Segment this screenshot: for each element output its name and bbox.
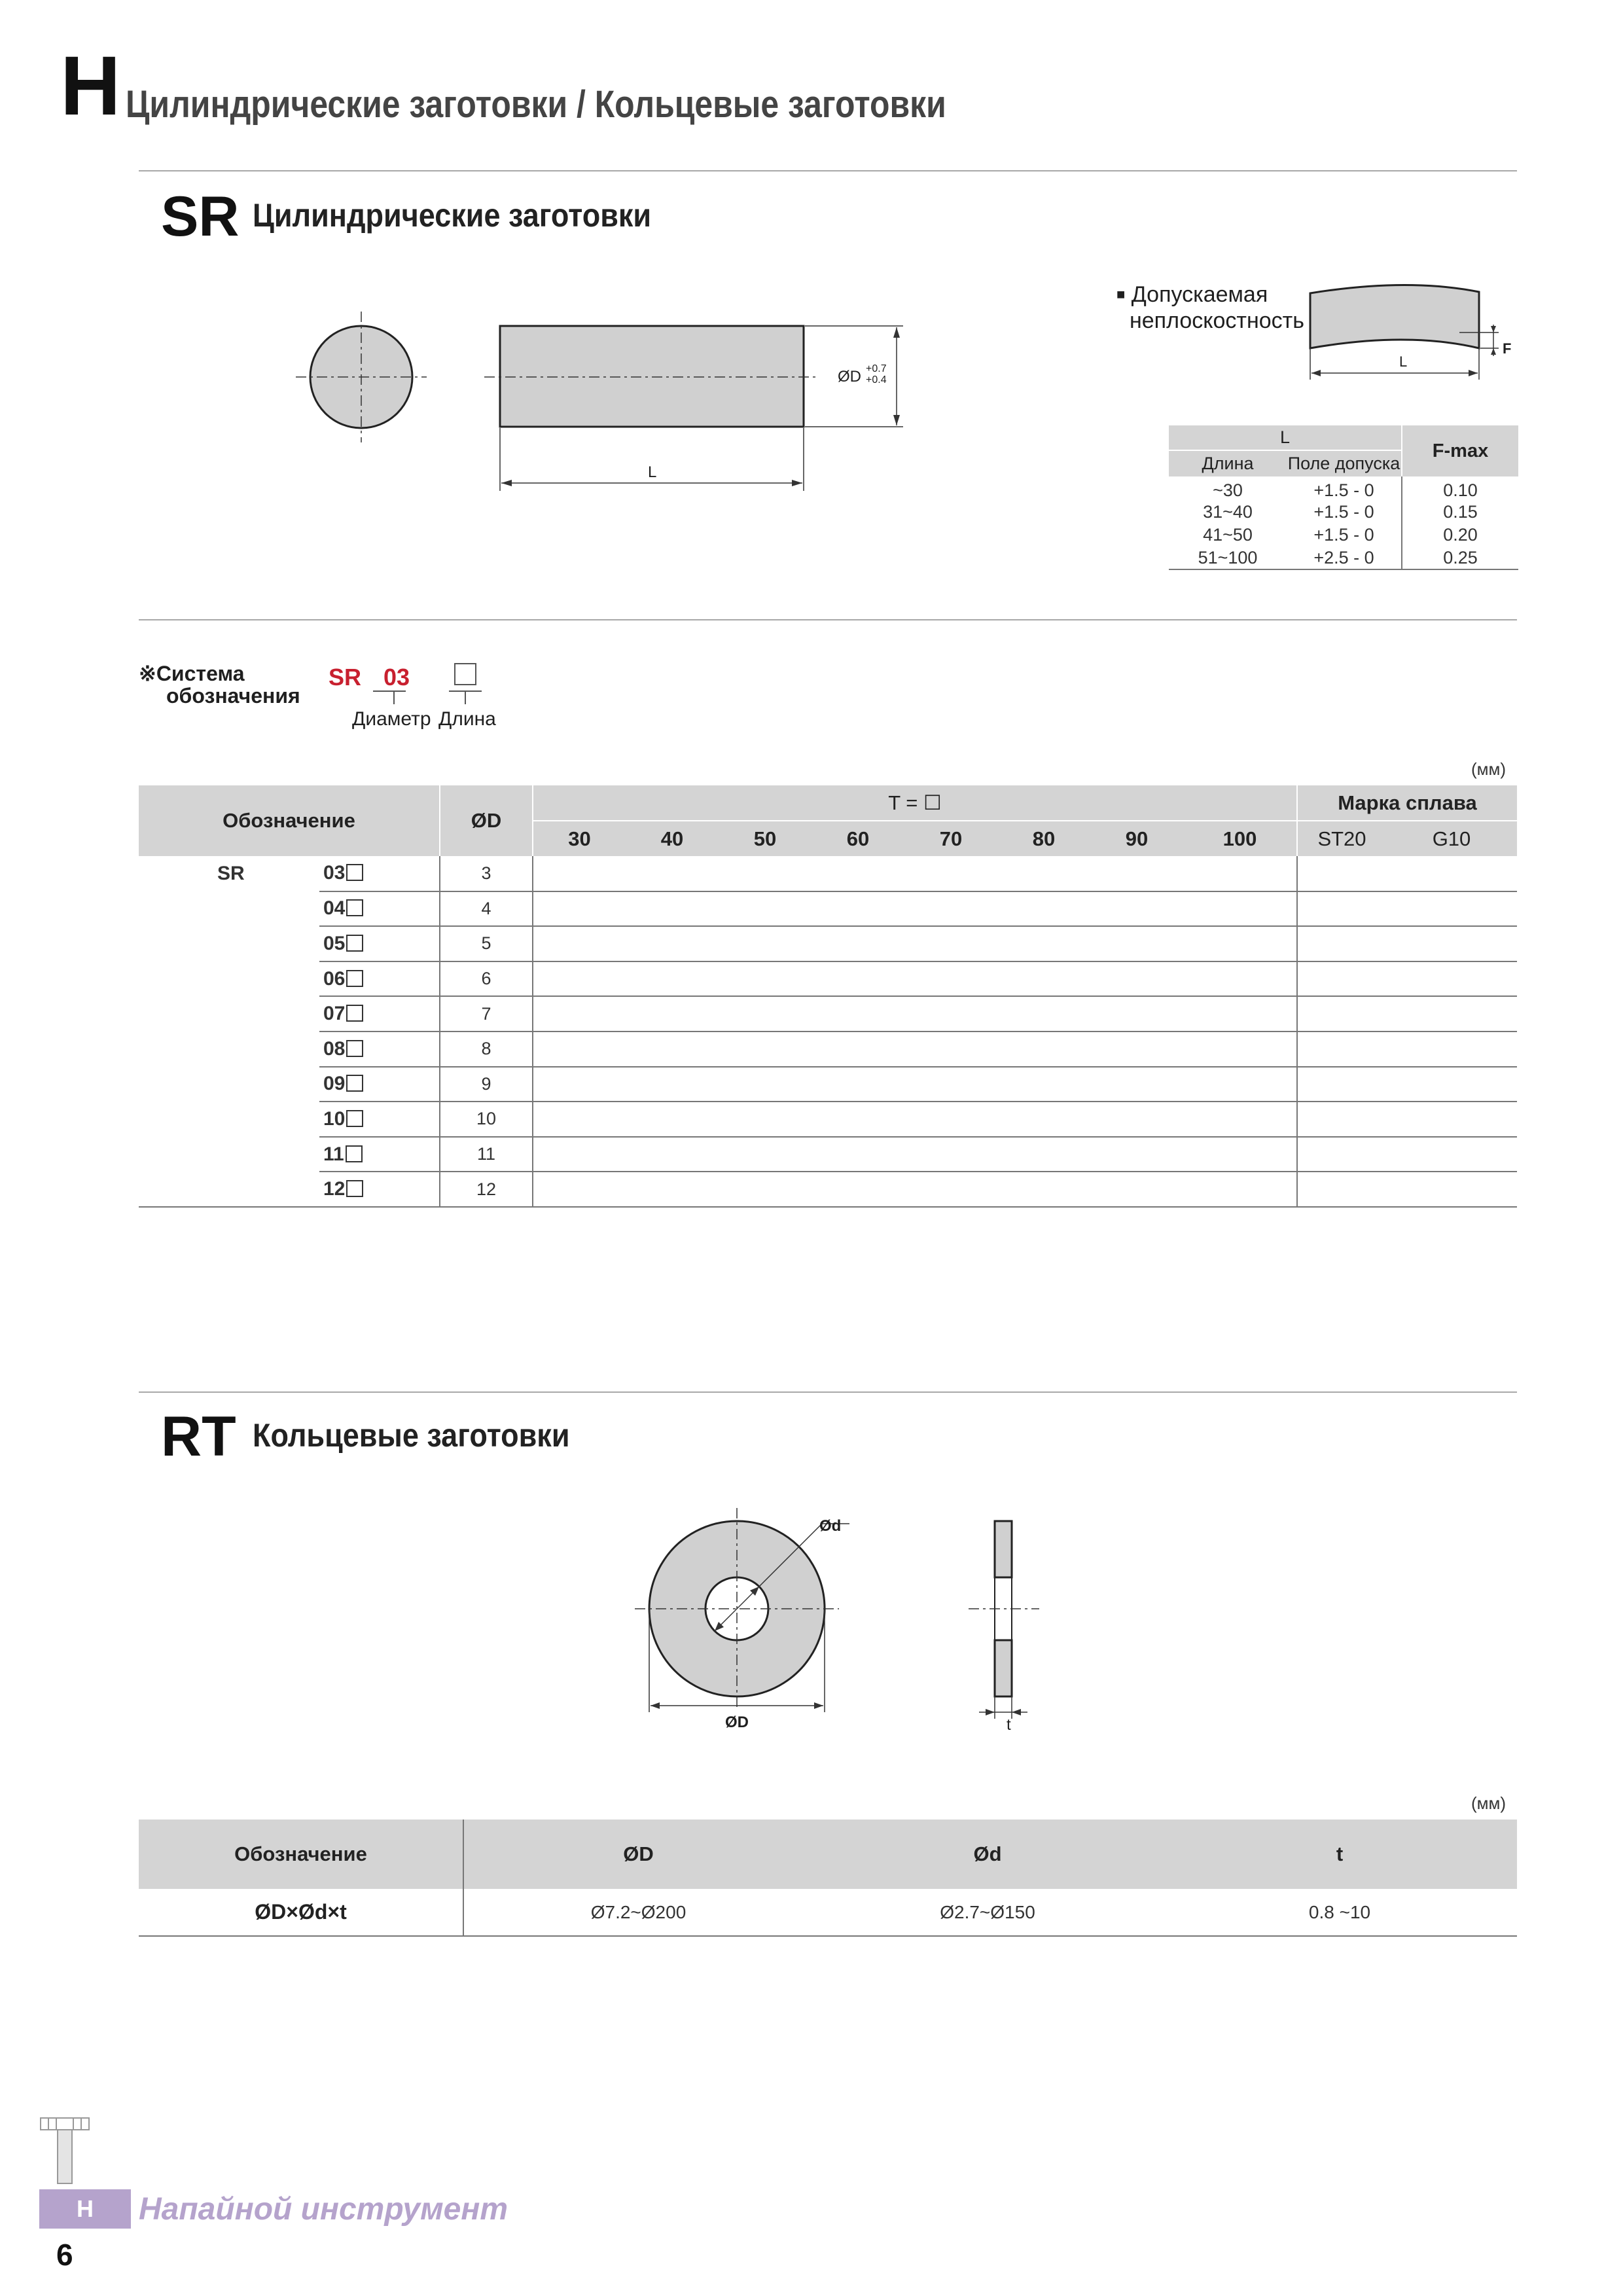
designation-code-value: 03 (323, 862, 346, 884)
length-availability-cell (997, 1067, 1090, 1102)
designation-length-label: Длина (438, 708, 496, 730)
grade-availability-cell (1386, 856, 1517, 891)
ftable-header-L: L (1169, 425, 1402, 450)
reference-mark: ※ (139, 662, 156, 685)
length-availability-cell (719, 1031, 812, 1067)
designation-code-sr: SR (329, 664, 362, 691)
table-row (139, 996, 1517, 1031)
length-availability-cell (626, 1172, 719, 1207)
designation-code (319, 1172, 440, 1207)
designation-code (319, 1067, 440, 1102)
designation-code (319, 926, 440, 961)
bullet-icon: ■ (1116, 286, 1126, 302)
series-cell: SR (217, 862, 245, 884)
length-availability-cell (533, 1172, 626, 1207)
length-availability-cell (904, 1102, 997, 1137)
length-availability-cell (997, 1102, 1090, 1137)
length-availability-cell (626, 1102, 719, 1137)
sr-section-code: SR (161, 185, 240, 248)
ftable-fmax: 0.25 (1402, 547, 1518, 569)
grade-availability-cell (1297, 1172, 1386, 1207)
rt-header-t: t (1162, 1820, 1517, 1889)
length-availability-cell (626, 1137, 719, 1172)
grade-availability-cell (1386, 961, 1517, 997)
rt-D-range: Ø7.2~Ø200 (463, 1889, 813, 1936)
length-availability-cell (1090, 926, 1183, 961)
header-t-80: 80 (997, 821, 1090, 856)
length-availability-cell (719, 996, 812, 1031)
length-availability-cell (812, 1137, 904, 1172)
unit-label: (мм) (1471, 1793, 1507, 1813)
diameter-cell: 4 (440, 891, 533, 927)
rt-header-designation: Обозначение (139, 1820, 463, 1889)
ftable-length: 31~40 (1203, 502, 1253, 522)
ftable-row (1169, 501, 1518, 524)
length-placeholder-icon (346, 899, 363, 916)
length-availability-cell (1183, 961, 1297, 997)
flatness-label (1116, 281, 1304, 334)
diameter-cell: 11 (440, 1137, 533, 1172)
grade-availability-cell (1386, 996, 1517, 1031)
diameter-tolerance (866, 363, 887, 386)
designation-leaders (353, 662, 497, 715)
length-availability-cell (997, 891, 1090, 927)
table-row (139, 1172, 1517, 1207)
grade-availability-cell (1297, 891, 1386, 927)
rt-designation: ØD×Ød×t (139, 1889, 463, 1936)
rt-d-range: Ø2.7~Ø150 (813, 1889, 1162, 1936)
length-availability-cell (1183, 1137, 1297, 1172)
rt-section-code: RT (161, 1405, 236, 1468)
grade-availability-cell (1297, 926, 1386, 961)
designation-code-value: 11 (323, 1143, 344, 1165)
ftable-row (1169, 547, 1518, 569)
ftable-row (1169, 476, 1518, 501)
header-t-50: 50 (719, 821, 812, 856)
length-availability-cell (904, 961, 997, 997)
series-cell (139, 996, 319, 1031)
grade-availability-cell (1386, 891, 1517, 927)
designation-code (319, 1102, 440, 1137)
length-availability-cell (997, 961, 1090, 997)
length-availability-cell (904, 1137, 997, 1172)
rt-section-title: Кольцевые заготовки (253, 1417, 570, 1454)
length-availability-cell (1183, 926, 1297, 961)
series-cell (139, 1102, 319, 1137)
length-availability-cell (1183, 996, 1297, 1031)
ftable-header-fmax: F-max (1402, 425, 1518, 476)
length-placeholder-icon (346, 1005, 363, 1022)
length-availability-cell (1090, 996, 1183, 1031)
ring-outer-label: ØD (725, 1713, 749, 1731)
grade-availability-cell (1297, 996, 1386, 1031)
designation-code (319, 891, 440, 927)
length-availability-cell (1090, 891, 1183, 927)
length-availability-cell (626, 1067, 719, 1102)
grade-availability-cell (1386, 1067, 1517, 1102)
grade-availability-cell (1297, 1031, 1386, 1067)
length-availability-cell (904, 1172, 997, 1207)
length-availability-cell (533, 856, 626, 891)
header-t-40: 40 (626, 821, 719, 856)
divider (139, 170, 1517, 171)
flatness-F-label: F (1503, 340, 1512, 357)
footer-section-tab: H (39, 2189, 131, 2229)
designation-code (319, 856, 440, 891)
table-row (139, 961, 1517, 997)
length-availability-cell (812, 1102, 904, 1137)
length-availability-cell (812, 961, 904, 997)
length-availability-cell (719, 961, 812, 997)
table-row (139, 926, 1517, 961)
sr-table (139, 785, 1517, 1208)
series-cell (139, 961, 319, 997)
grade-availability-cell (1297, 856, 1386, 891)
designation-code (319, 961, 440, 997)
length-placeholder-icon (346, 1180, 363, 1197)
table-row (139, 1102, 1517, 1137)
length-placeholder-box (455, 664, 476, 685)
table-row (139, 1031, 1517, 1067)
length-availability-cell (719, 856, 812, 891)
ftable-length: 51~100 (1198, 547, 1258, 567)
flatness-table (1169, 425, 1518, 570)
diameter-cell: 10 (440, 1102, 533, 1137)
ftable-length: ~30 (1213, 480, 1243, 500)
length-availability-cell (1183, 1102, 1297, 1137)
rt-row (139, 1889, 1517, 1936)
length-availability-cell (1090, 961, 1183, 997)
length-availability-cell (904, 926, 997, 961)
length-availability-cell (533, 1102, 626, 1137)
length-availability-cell (719, 891, 812, 927)
length-availability-cell (904, 1067, 997, 1102)
diameter-cell: 12 (440, 1172, 533, 1207)
grade-availability-cell (1386, 1137, 1517, 1172)
length-placeholder-icon (346, 1040, 363, 1057)
series-cell (139, 1137, 319, 1172)
header-t: T = ☐ (533, 785, 1297, 821)
length-availability-cell (626, 856, 719, 891)
length-availability-cell (812, 891, 904, 927)
sr-section-title: Цилиндрические заготовки (253, 197, 652, 234)
designation-code-value: 12 (323, 1178, 346, 1200)
length-availability-cell (812, 1067, 904, 1102)
rt-table (139, 1820, 1517, 1937)
ftable-tol: +1.5 - 0 (1313, 525, 1374, 545)
rt-t-range: 0.8 ~10 (1162, 1889, 1517, 1936)
length-availability-cell (719, 1067, 812, 1102)
table-row (139, 856, 1517, 891)
length-availability-cell (719, 1172, 812, 1207)
length-availability-cell (1183, 1031, 1297, 1067)
ftable-length: 41~50 (1203, 525, 1253, 545)
page-number: 6 (56, 2238, 73, 2272)
length-availability-cell (904, 996, 997, 1031)
rt-header-D: ØD (463, 1820, 813, 1889)
designation-code-value: 06 (323, 967, 346, 990)
series-cell (139, 926, 319, 961)
tool-icon (39, 2114, 92, 2186)
designation-diameter-label: Диаметр (352, 708, 431, 730)
length-availability-cell (719, 926, 812, 961)
header-t-70: 70 (904, 821, 997, 856)
length-availability-cell (533, 1031, 626, 1067)
designation-code-value: 05 (323, 932, 346, 954)
designation-code (319, 1137, 440, 1172)
length-availability-cell (997, 1031, 1090, 1067)
header-grade: Марка сплава (1297, 785, 1517, 821)
length-availability-cell (997, 856, 1090, 891)
designation-label-line2: обозначения (166, 684, 300, 708)
length-availability-cell (1090, 1067, 1183, 1102)
unit-label: (мм) (1471, 759, 1507, 779)
diameter-cell: 9 (440, 1067, 533, 1102)
page-title: Цилиндрические заготовки / Кольцевые заготовки (126, 83, 946, 126)
length-availability-cell (904, 1031, 997, 1067)
length-availability-cell (997, 926, 1090, 961)
length-availability-cell (1090, 1172, 1183, 1207)
length-availability-cell (812, 996, 904, 1031)
header-grade-g10: G10 (1386, 821, 1517, 856)
header-designation: Обозначение (139, 785, 440, 856)
designation-code (319, 996, 440, 1031)
length-placeholder-icon (346, 864, 363, 881)
length-availability-cell (533, 891, 626, 927)
flatness-diagram (1302, 275, 1525, 386)
grade-availability-cell (1386, 1031, 1517, 1067)
header-t-100: 100 (1183, 821, 1297, 856)
flatness-label-line2: неплоскостность (1130, 308, 1304, 333)
tolerance-lower: +0.4 (866, 374, 887, 386)
length-availability-cell (997, 1137, 1090, 1172)
header-t-60: 60 (812, 821, 904, 856)
length-availability-cell (533, 1067, 626, 1102)
length-availability-cell (533, 926, 626, 961)
length-placeholder-icon (346, 1110, 363, 1127)
length-availability-cell (1090, 856, 1183, 891)
length-availability-cell (1090, 1102, 1183, 1137)
cylinder-drawing (288, 301, 942, 497)
ftable-header-length: Длина (1169, 450, 1287, 476)
diameter-cell: 3 (440, 856, 533, 891)
length-availability-cell (904, 856, 997, 891)
length-availability-cell (812, 926, 904, 961)
length-placeholder-icon (346, 935, 363, 952)
designation-code-diameter: 03 (383, 664, 410, 691)
length-availability-cell (1183, 856, 1297, 891)
length-availability-cell (626, 996, 719, 1031)
grade-availability-cell (1386, 1172, 1517, 1207)
length-availability-cell (626, 926, 719, 961)
section-letter: H (60, 39, 121, 133)
series-cell (139, 1031, 319, 1067)
length-availability-cell (812, 856, 904, 891)
length-availability-cell (626, 891, 719, 927)
length-label: L (648, 463, 657, 481)
ftable-tol: +1.5 - 0 (1313, 480, 1374, 500)
length-availability-cell (533, 961, 626, 997)
diameter-cell: 6 (440, 961, 533, 997)
length-availability-cell (1183, 891, 1297, 927)
length-availability-cell (1090, 1137, 1183, 1172)
ftable-tol: +1.5 - 0 (1313, 502, 1374, 522)
series-cell (139, 1067, 319, 1102)
grade-availability-cell (1297, 1137, 1386, 1172)
grade-availability-cell (1297, 961, 1386, 997)
diameter-cell: 7 (440, 996, 533, 1031)
divider (139, 1391, 1517, 1393)
ring-thickness-label: t (1007, 1716, 1011, 1734)
length-availability-cell (719, 1137, 812, 1172)
flatness-L-label: L (1399, 353, 1408, 370)
ring-inner-label: Ød (819, 1517, 842, 1535)
designation-system-label (139, 662, 300, 707)
diameter-cell: 8 (440, 1031, 533, 1067)
length-availability-cell (1183, 1172, 1297, 1207)
table-row (139, 1067, 1517, 1102)
ftable-header-tolerance: Поле допуска (1287, 450, 1402, 476)
length-placeholder-icon (346, 1075, 363, 1092)
grade-availability-cell (1386, 926, 1517, 961)
series-cell (139, 1172, 319, 1207)
footer-section-name: Напайной инструмент (139, 2192, 508, 2227)
length-availability-cell (533, 996, 626, 1031)
header-diameter: ØD (440, 785, 533, 856)
length-availability-cell (997, 996, 1090, 1031)
designation-code-value: 04 (323, 897, 346, 920)
length-availability-cell (1090, 1031, 1183, 1067)
ftable-fmax: 0.20 (1402, 524, 1518, 547)
rt-header-d: Ød (813, 1820, 1162, 1889)
length-availability-cell (533, 1137, 626, 1172)
header-t-90: 90 (1090, 821, 1183, 856)
diameter-label: ØD (838, 368, 861, 386)
header-grade-st20: ST20 (1297, 821, 1386, 856)
grade-availability-cell (1386, 1102, 1517, 1137)
designation-code-value: 07 (323, 1003, 346, 1025)
divider (139, 619, 1517, 620)
designation-code-value: 09 (323, 1073, 346, 1095)
ftable-row (1169, 524, 1518, 547)
table-row (139, 891, 1517, 927)
length-availability-cell (719, 1102, 812, 1137)
length-availability-cell (997, 1172, 1090, 1207)
designation-code-value: 08 (323, 1037, 346, 1060)
designation-code-value: 10 (323, 1107, 346, 1130)
length-availability-cell (626, 961, 719, 997)
ftable-fmax: 0.15 (1402, 501, 1518, 524)
length-placeholder-icon (346, 970, 363, 987)
tolerance-upper: +0.7 (866, 363, 887, 374)
length-availability-cell (904, 891, 997, 927)
length-availability-cell (1183, 1067, 1297, 1102)
length-availability-cell (626, 1031, 719, 1067)
ftable-tol: +2.5 - 0 (1313, 547, 1374, 567)
designation-label-line1: Система (156, 662, 245, 685)
series-cell (139, 891, 319, 927)
length-placeholder-icon (346, 1145, 363, 1162)
length-availability-cell (812, 1031, 904, 1067)
flatness-label-line1: Допускаемая (1131, 282, 1268, 307)
grade-availability-cell (1297, 1102, 1386, 1137)
designation-code (319, 1031, 440, 1067)
table-row (139, 1137, 1517, 1172)
diameter-cell: 5 (440, 926, 533, 961)
header-t-30: 30 (533, 821, 626, 856)
length-availability-cell (812, 1172, 904, 1207)
ftable-fmax: 0.10 (1402, 476, 1518, 501)
grade-availability-cell (1297, 1067, 1386, 1102)
